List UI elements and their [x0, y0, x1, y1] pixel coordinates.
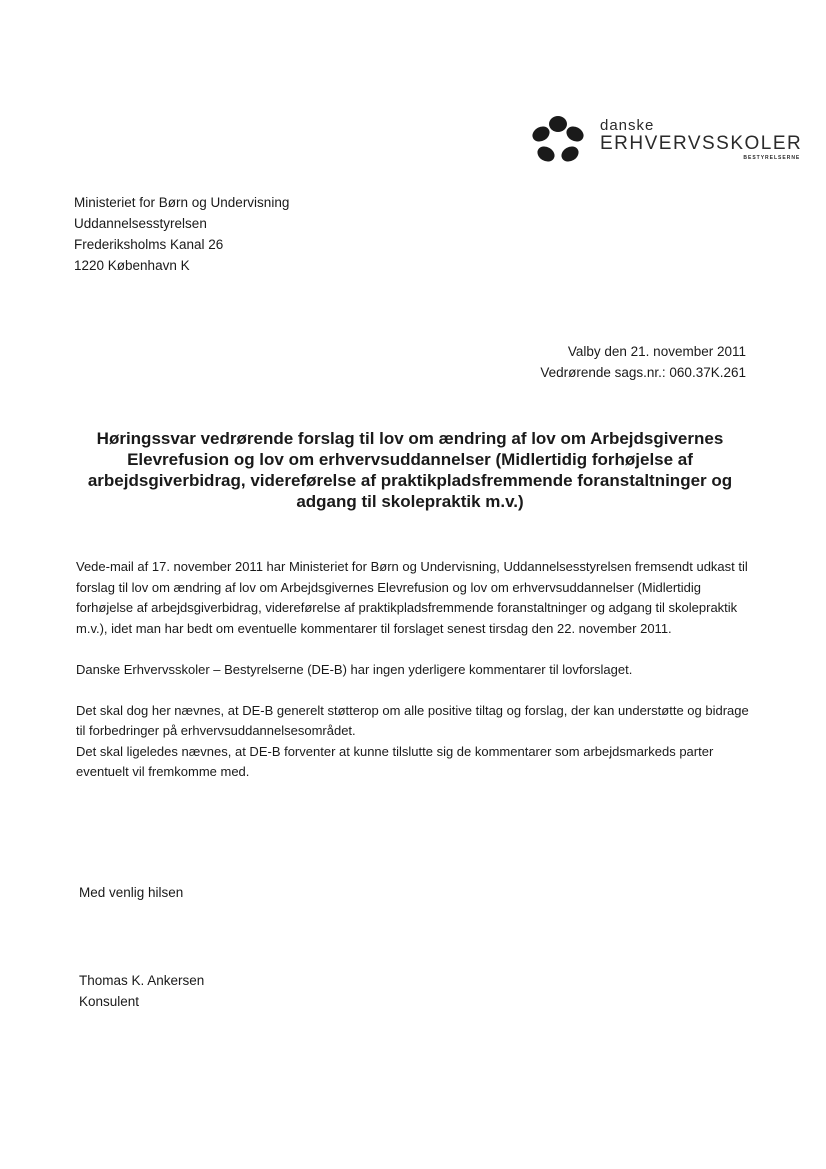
letter-title: Høringssvar vedrørende forslag til lov om ændring af lov om Arbejdsgivernes Elevrefusion og lov om erhvervsuddannelser (Midlertidig forhøjelse af arbejdsgiverbidrag, videreførelse af praktikpladsfremmende foranstaltninger og adgang til skolepraktik m.v.) — [87, 429, 733, 511]
letter-date: Valby den 21. november 2011 — [567, 344, 746, 359]
case-number: Vedrørende sags.nr.: 060.37K.261 — [540, 365, 746, 380]
logo-line-bestyrelserne: BESTYRELSERNE — [743, 155, 801, 161]
flower-icon — [528, 112, 588, 172]
organization-logo — [528, 112, 803, 172]
body-paragraph: Det skal ligeledes nævnes, at DE-B forventer at kunne tilslutte sig de kommentarer som arbejdsmarkeds parter eventuelt vil fremkomme med. — [76, 743, 714, 779]
body-paragraph: Det skal dog her nævnes, at DE-B generelt støtterop om alle positive tiltag og forslag, der kan understøtte og bidrage til forbedringer på erhvervsuddannelsesområdet. — [76, 702, 749, 738]
closing-salutation: Med venlig hilsen — [79, 885, 184, 900]
recipient-address — [74, 192, 289, 276]
logo-line-danske: danske — [600, 117, 655, 134]
letter-body — [76, 557, 756, 783]
signer-name: Thomas K. Ankersen — [79, 973, 205, 988]
signature-block — [79, 970, 204, 1012]
recipient-line: Uddannelsesstyrelsen — [74, 216, 207, 231]
recipient-line: Ministeriet for Børn og Undervisning — [74, 195, 290, 210]
recipient-line: 1220 København K — [74, 258, 190, 273]
body-paragraph: Danske Erhvervsskoler – Bestyrelserne (DE-B) har ingen yderligere kommentarer til lovforslaget. — [76, 662, 633, 677]
signer-role: Konsulent — [79, 994, 140, 1009]
letter-meta — [540, 341, 746, 383]
body-paragraph: Vede-mail af 17. november 2011 har Ministeriet for Børn og Undervisning, Uddannelsesstyrelsen fremsendt udkast til forslag til lov om ændring af lov om Arbejdsgivernes Elevrefusion og lov om erhvervsuddannelser (Midlertidig forhøjelse af arbejdsgiverbidrag, videreførelse af praktikpladsfremmende foranstaltninger og adgang til skolepraktik m.v.), idet man har bedt om eventuelle kommentarer til forslaget senest tirsdag den 22. november 2011. — [76, 559, 748, 636]
recipient-line: Frederiksholms Kanal 26 — [74, 237, 224, 252]
logo-line-erhvervsskoler: ERHVERVSSKOLER — [600, 133, 803, 154]
